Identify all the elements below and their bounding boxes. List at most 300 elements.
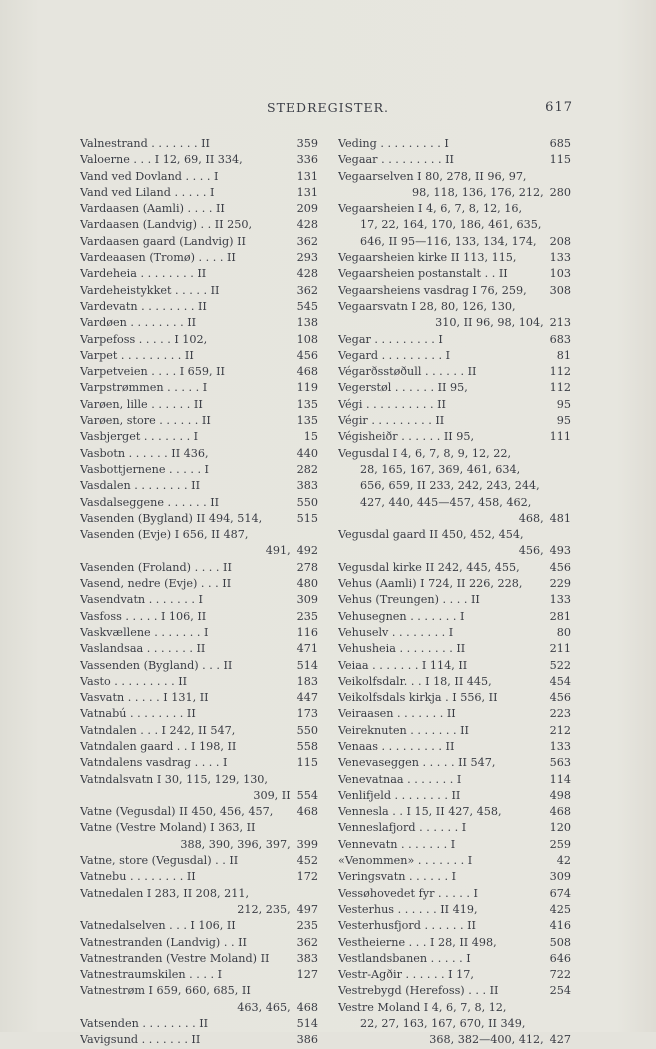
index-entry	[80, 723, 318, 739]
index-entry	[338, 429, 571, 445]
page-number: 617	[545, 100, 573, 115]
entry-text: 491,	[265, 544, 291, 558]
entry-text: Vasdalen . . . . . . . . II	[80, 479, 200, 493]
index-entry	[80, 185, 318, 201]
entry-page-number: 522	[549, 658, 571, 672]
index-entry	[80, 1016, 318, 1032]
index-entry-continuation	[338, 511, 571, 527]
entry-text: Vegaarsheien postanstalt . . II	[338, 267, 508, 281]
entry-page-number: 115	[296, 756, 318, 770]
entry-text: Vardevatn . . . . . . . . II	[80, 299, 207, 313]
index-entry-continuation	[80, 1000, 318, 1016]
entry-page-number	[565, 201, 571, 217]
entry-page-number: 359	[296, 137, 318, 150]
entry-page-number: 674	[549, 886, 571, 900]
entry-page-number: 427	[549, 1033, 571, 1047]
entry-page-number: 514	[296, 1017, 318, 1031]
entry-page-number: 235	[296, 919, 318, 933]
entry-text: Vatne, store (Vegusdal) . . II	[80, 854, 239, 868]
index-entry	[80, 429, 318, 445]
entry-text: Vegusdal I 4, 6, 7, 8, 9, 12, 22,	[338, 446, 512, 460]
index-entry	[80, 201, 318, 217]
entry-page-number: 480	[296, 577, 318, 591]
entry-page-number: 229	[549, 577, 571, 591]
index-entry-continuation	[338, 217, 571, 233]
entry-page-number: 468	[296, 365, 318, 379]
entry-text: Vegaarsheiens vasdrag I 76, 259,	[338, 283, 527, 297]
index-entry	[338, 739, 571, 755]
entry-text: Vardeaasen (Tromø) . . . . II	[80, 251, 236, 265]
entry-text: 388, 390, 396, 397,	[180, 837, 291, 851]
entry-text: 646, II 95—116, 133, 134, 174,	[360, 234, 537, 248]
index-entry	[338, 853, 571, 869]
entry-text: Valoerne . . . I 12, 69, II 334,	[80, 153, 243, 167]
index-entry	[80, 478, 318, 494]
entry-page-number: 383	[296, 479, 318, 493]
entry-page-number: 497	[296, 902, 318, 916]
entry-text: Veireknuten . . . . . . . II	[338, 723, 469, 737]
index-entry	[338, 820, 571, 836]
entry-page-number	[312, 983, 318, 999]
index-entry	[338, 152, 571, 168]
entry-text: Venlifjeld . . . . . . . . II	[338, 788, 461, 802]
entry-page-number	[565, 299, 571, 315]
index-entry	[338, 446, 571, 462]
entry-page-number: 468	[296, 805, 318, 819]
entry-text: Vegar . . . . . . . . . I	[338, 332, 443, 346]
page-title: STEDREGISTER.	[267, 100, 389, 115]
entry-text: Vestrebygd (Herefoss) . . . II	[338, 984, 499, 998]
index-entry	[338, 935, 571, 951]
index-entry	[80, 886, 318, 902]
entry-text: Vassenden (Bygland) . . . II	[80, 658, 233, 672]
entry-text: Vehuselv . . . . . . . . I	[338, 625, 454, 639]
entry-text: Veringsvatn . . . . . . I	[338, 870, 457, 884]
entry-page-number: 95	[556, 397, 571, 411]
index-entry	[80, 299, 318, 315]
entry-text: 212, 235,	[237, 902, 291, 916]
entry-text: Vavigsund . . . . . . . II	[80, 1033, 201, 1047]
entry-page-number: 133	[549, 593, 571, 607]
entry-text: 98, 118, 136, 176, 212,	[411, 185, 544, 199]
index-entry-continuation	[338, 543, 571, 559]
entry-page-number: 515	[296, 511, 318, 525]
entry-page-number	[312, 886, 318, 902]
index-entry	[338, 576, 571, 592]
index-entry	[80, 380, 318, 396]
entry-page-number: 428	[296, 267, 318, 281]
index-entry	[80, 674, 318, 690]
entry-page-number: 545	[296, 299, 318, 313]
entry-text: Vasto . . . . . . . . . II	[80, 674, 188, 688]
entry-text: Vegard . . . . . . . . . I	[338, 348, 450, 362]
index-column-right	[338, 136, 571, 1049]
index-entry	[338, 380, 571, 396]
index-entry	[338, 283, 571, 299]
entry-text: 28, 165, 167, 369, 461, 634,	[360, 462, 521, 476]
entry-text: Vessøhovedet fyr . . . . . I	[338, 886, 478, 900]
entry-page-number: 254	[549, 984, 571, 998]
index-entry	[338, 983, 571, 999]
index-entry	[338, 967, 571, 983]
entry-text: Vehusegnen . . . . . . . I	[338, 609, 465, 623]
entry-page-number: 508	[549, 935, 571, 949]
entry-text: Végir . . . . . . . . . II	[338, 414, 445, 428]
entry-page-number: 172	[296, 870, 318, 884]
entry-text: Vasenden (Evje) I 656, II 487,	[80, 528, 249, 542]
entry-text: Vardaasen gaard (Landvig) II	[80, 234, 246, 248]
entry-page-number: 80	[556, 625, 571, 639]
index-entry	[338, 658, 571, 674]
index-entry-continuation	[80, 788, 318, 804]
entry-text: Vatnedalselven . . . I 106, II	[80, 919, 236, 933]
index-entry-continuation	[338, 462, 571, 478]
entry-text: Vatndalen . . . I 242, II 547,	[80, 723, 236, 737]
entry-page-number: 173	[296, 707, 318, 721]
entry-text: Vegaarsheien I 4, 6, 7, 8, 12, 16,	[338, 202, 523, 216]
index-entry	[338, 527, 571, 543]
entry-page-number: 211	[549, 642, 571, 656]
entry-page-number: 308	[549, 283, 571, 297]
entry-page-number: 114	[549, 772, 571, 786]
entry-page-number	[312, 772, 318, 788]
entry-text: 309, II	[253, 788, 291, 802]
index-entry	[80, 413, 318, 429]
entry-page-number	[565, 169, 571, 185]
entry-page-number: 119	[296, 381, 318, 395]
index-entry-continuation	[338, 1016, 571, 1032]
index-entry-continuation	[80, 837, 318, 853]
index-entry-continuation	[338, 478, 571, 494]
entry-page-number: 212	[549, 723, 571, 737]
index-entry	[80, 804, 318, 820]
entry-page-number: 493	[549, 544, 571, 558]
entry-text: Vasbotn . . . . . . II 436,	[80, 446, 209, 460]
index-entry	[80, 641, 318, 657]
index-entry-continuation	[338, 234, 571, 250]
entry-text: Vasend, nedre (Evje) . . . II	[80, 577, 232, 591]
entry-page-number: 112	[549, 381, 571, 395]
entry-page-number: 550	[296, 723, 318, 737]
index-entry	[80, 462, 318, 478]
entry-page-number: 399	[296, 837, 318, 851]
index-column-left	[80, 136, 318, 1049]
entry-text: Végi . . . . . . . . . . II	[338, 397, 446, 411]
index-entry	[338, 348, 571, 364]
index-entry-continuation	[338, 315, 571, 331]
entry-text: Vatndalen gaard . . I 198, II	[80, 739, 237, 753]
index-entry	[338, 869, 571, 885]
entry-page-number: 468	[549, 805, 571, 819]
entry-text: Venevaseggen . . . . . II 547,	[338, 756, 496, 770]
index-entry	[338, 169, 571, 185]
entry-text: Vesterhus . . . . . . II 419,	[338, 902, 478, 916]
entry-page-number: 452	[296, 854, 318, 868]
index-entry-continuation	[80, 543, 318, 559]
entry-text: Vatndalens vasdrag . . . . I	[80, 756, 228, 770]
entry-text: Vegusdal gaard II 450, 452, 454,	[338, 528, 524, 542]
entry-page-number: 127	[296, 968, 318, 982]
entry-text: Vatsenden . . . . . . . . II	[80, 1017, 209, 1031]
index-entry	[80, 217, 318, 233]
entry-text: Vestr-Agðir . . . . . . I 17,	[338, 968, 474, 982]
entry-text: Vestre Moland I 4, 6, 7, 8, 12,	[338, 1000, 507, 1014]
entry-text: Vennesla . . I 15, II 427, 458,	[338, 805, 502, 819]
entry-text: Vegusdal kirke II 242, 445, 455,	[338, 560, 520, 574]
entry-page-number: 281	[549, 609, 571, 623]
entry-page-number: 108	[296, 332, 318, 346]
entry-page-number: 293	[296, 251, 318, 265]
entry-page-number: 115	[549, 153, 571, 167]
entry-text: Vegaarsheien kirke II 113, 115,	[338, 251, 517, 265]
index-entry	[80, 527, 318, 543]
entry-page-number: 456	[549, 691, 571, 705]
entry-text: Veiaa . . . . . . . I 114, II	[338, 658, 468, 672]
entry-text: Vegaarsvatn I 28, 80, 126, 130,	[338, 299, 516, 313]
index-entry	[80, 446, 318, 462]
entry-text: Vatnestranden (Vestre Moland) II	[80, 951, 270, 965]
entry-page-number: 103	[549, 267, 571, 281]
entry-page-number: 685	[549, 137, 571, 150]
index-entry	[338, 690, 571, 706]
index-entry	[338, 299, 571, 315]
entry-page-number: 336	[296, 153, 318, 167]
entry-page-number: 81	[556, 348, 571, 362]
entry-text: Varpet . . . . . . . . . II	[80, 348, 194, 362]
index-entry	[338, 886, 571, 902]
entry-page-number: 223	[549, 707, 571, 721]
entry-text: Vasvatn . . . . . I 131, II	[80, 691, 209, 705]
entry-text: Vatnebu . . . . . . . . II	[80, 870, 196, 884]
entry-text: Vasdalseggene . . . . . . II	[80, 495, 220, 509]
entry-page-number: 282	[296, 462, 318, 476]
entry-page-number: 471	[296, 642, 318, 656]
entry-page-number: 135	[296, 414, 318, 428]
index-entry	[80, 364, 318, 380]
entry-text: 22, 27, 163, 167, 670, II 349,	[360, 1017, 526, 1031]
index-entry	[338, 918, 571, 934]
entry-page-number: 558	[296, 739, 318, 753]
index-entry	[80, 152, 318, 168]
index-entry	[80, 511, 318, 527]
entry-page-number: 428	[296, 218, 318, 232]
entry-text: Végarðsstøðull . . . . . . II	[338, 365, 477, 379]
entry-text: Vegerstøl . . . . . . II 95,	[338, 381, 468, 395]
entry-page-number: 259	[549, 837, 571, 851]
entry-text: Végisheiðr . . . . . . II 95,	[338, 430, 475, 444]
index-entry	[338, 723, 571, 739]
entry-text: Vasendvatn . . . . . . . I	[80, 593, 203, 607]
index-entry	[80, 658, 318, 674]
entry-page-number	[565, 217, 571, 233]
entry-page-number	[312, 820, 318, 836]
entry-text: Vehusheia . . . . . . . . II	[338, 642, 466, 656]
entry-page-number: 133	[549, 739, 571, 753]
entry-text: Vatnabú . . . . . . . . II	[80, 707, 196, 721]
entry-text: Veding . . . . . . . . . I	[338, 137, 449, 150]
index-entry	[338, 772, 571, 788]
index-entry	[338, 837, 571, 853]
index-entry	[338, 951, 571, 967]
entry-text: Vestheierne . . . I 28, II 498,	[338, 935, 497, 949]
index-entry	[80, 935, 318, 951]
entry-page-number: 456	[549, 560, 571, 574]
entry-text: Varpstrømmen . . . . . I	[80, 381, 208, 395]
index-entry	[338, 250, 571, 266]
index-entry	[80, 690, 318, 706]
entry-page-number: 563	[549, 756, 571, 770]
entry-text: Vardeheistykket . . . . . II	[80, 283, 220, 297]
index-entry	[338, 397, 571, 413]
entry-text: 17, 22, 164, 170, 186, 461, 635,	[360, 218, 542, 232]
index-entry	[80, 266, 318, 282]
entry-page-number: 416	[549, 919, 571, 933]
index-entry	[80, 495, 318, 511]
entry-page-number: 111	[549, 430, 571, 444]
index-entry	[80, 983, 318, 999]
entry-text: Varpefoss . . . . . I 102,	[80, 332, 208, 346]
entry-page-number: 209	[296, 202, 318, 216]
entry-text: Vatnestranden (Landvig) . . II	[80, 935, 247, 949]
entry-text: Valnestrand . . . . . . . II	[80, 137, 210, 150]
entry-page-number: 235	[296, 609, 318, 623]
entry-page-number: 309	[296, 593, 318, 607]
entry-page-number: 722	[549, 968, 571, 982]
entry-page-number: 95	[556, 414, 571, 428]
index-entry	[80, 918, 318, 934]
entry-page-number: 481	[549, 511, 571, 525]
entry-text: 456,	[518, 544, 544, 558]
entry-text: Venevatnaa . . . . . . . I	[338, 772, 462, 786]
entry-page-number: 309	[549, 870, 571, 884]
index-entry	[338, 706, 571, 722]
index-entry-continuation	[338, 495, 571, 511]
entry-page-number: 383	[296, 951, 318, 965]
entry-text: Vatne (Vegusdal) II 450, 456, 457,	[80, 805, 274, 819]
entry-text: Vehus (Aamli) I 724, II 226, 228,	[338, 577, 523, 591]
entry-page-number	[565, 478, 571, 494]
index-entry	[338, 136, 571, 152]
entry-page-number: 280	[549, 185, 571, 199]
entry-text: Vesterhusfjord . . . . . . II	[338, 919, 476, 933]
entry-text: Veikolfsdals kirkja . I 556, II	[338, 691, 498, 705]
entry-page-number: 135	[296, 397, 318, 411]
entry-text: 656, 659, II 233, 242, 243, 244,	[360, 479, 540, 493]
entry-text: Vasbottjernene . . . . . I	[80, 462, 209, 476]
entry-text: 427, 440, 445—457, 458, 462,	[360, 495, 532, 509]
entry-text: Vasenden (Bygland) II 494, 514,	[80, 511, 263, 525]
entry-text: Vasbjerget . . . . . . . I	[80, 430, 199, 444]
entry-page-number: 112	[549, 365, 571, 379]
index-entry	[338, 560, 571, 576]
index-entry	[338, 413, 571, 429]
entry-page-number	[565, 1016, 571, 1032]
entry-page-number: 456	[296, 348, 318, 362]
entry-text: 468,	[518, 511, 544, 525]
index-entry	[338, 1000, 571, 1016]
index-entry	[80, 136, 318, 152]
entry-text: Vaskvællene . . . . . . . I	[80, 625, 209, 639]
index-entry	[338, 609, 571, 625]
entry-page-number: 492	[296, 544, 318, 558]
index-entry	[80, 739, 318, 755]
index-entry	[338, 804, 571, 820]
index-entry	[80, 315, 318, 331]
index-entry-continuation	[338, 1032, 571, 1048]
entry-page-number: 131	[296, 185, 318, 199]
entry-text: Vardeheia . . . . . . . . II	[80, 267, 207, 281]
entry-page-number	[312, 527, 318, 543]
entry-text: Vand ved Liland . . . . . I	[80, 185, 215, 199]
index-entry	[338, 332, 571, 348]
index-entry	[338, 625, 571, 641]
entry-text: 368, 382—400, 412,	[429, 1033, 544, 1047]
index-entry	[338, 592, 571, 608]
entry-page-number	[565, 446, 571, 462]
index-entry	[80, 609, 318, 625]
entry-page-number: 120	[549, 821, 571, 835]
entry-page-number: 447	[296, 691, 318, 705]
entry-text: «Venommen» . . . . . . . I	[338, 854, 473, 868]
entry-text: Varøen, store . . . . . . II	[80, 414, 211, 428]
entry-page-number: 440	[296, 446, 318, 460]
entry-page-number: 15	[303, 430, 318, 444]
entry-page-number: 514	[296, 658, 318, 672]
entry-text: Veiraasen . . . . . . . II	[338, 707, 456, 721]
entry-text: Vehus (Treungen) . . . . II	[338, 593, 480, 607]
entry-page-number: 498	[549, 788, 571, 802]
entry-page-number: 454	[549, 674, 571, 688]
entry-text: Vegaarselven I 80, 278, II 96, 97,	[338, 169, 527, 183]
entry-text: 463, 465,	[237, 1000, 291, 1014]
entry-text: Vasfoss . . . . . I 106, II	[80, 609, 207, 623]
index-entry	[338, 364, 571, 380]
entry-text: Vatnedalen I 283, II 208, 211,	[80, 886, 250, 900]
index-entry	[80, 332, 318, 348]
index-entry	[80, 560, 318, 576]
index-entry	[80, 576, 318, 592]
entry-page-number	[565, 495, 571, 511]
entry-page-number: 362	[296, 234, 318, 248]
index-entry	[338, 674, 571, 690]
index-entry	[80, 772, 318, 788]
entry-text: Vestlandsbanen . . . . . I	[338, 951, 471, 965]
entry-page-number: 386	[296, 1033, 318, 1047]
entry-page-number: 550	[296, 495, 318, 509]
entry-page-number: 213	[549, 316, 571, 330]
entry-page-number: 208	[549, 234, 571, 248]
entry-text: Venaas . . . . . . . . . II	[338, 739, 455, 753]
entry-page-number: 425	[549, 902, 571, 916]
index-entry	[338, 788, 571, 804]
entry-page-number	[565, 1000, 571, 1016]
entry-page-number: 468	[296, 1000, 318, 1014]
entry-text: 310, II 96, 98, 104,	[435, 316, 544, 330]
index-entry	[80, 592, 318, 608]
entry-text: Vatnestrøm I 659, 660, 685, II	[80, 984, 251, 998]
index-entry	[80, 1032, 318, 1048]
entry-page-number: 683	[549, 332, 571, 346]
entry-text: Veikolfsdalr. . . I 18, II 445,	[338, 674, 492, 688]
entry-text: Vand ved Dovland . . . . I	[80, 169, 219, 183]
entry-text: Varpetveien . . . . I 659, II	[80, 365, 225, 379]
entry-text: Vaslandsaa . . . . . . . II	[80, 642, 206, 656]
entry-text: Venneslafjord . . . . . . I	[338, 821, 467, 835]
entry-page-number: 131	[296, 169, 318, 183]
entry-page-number: 362	[296, 935, 318, 949]
index-entry	[338, 755, 571, 771]
index-entry	[80, 397, 318, 413]
